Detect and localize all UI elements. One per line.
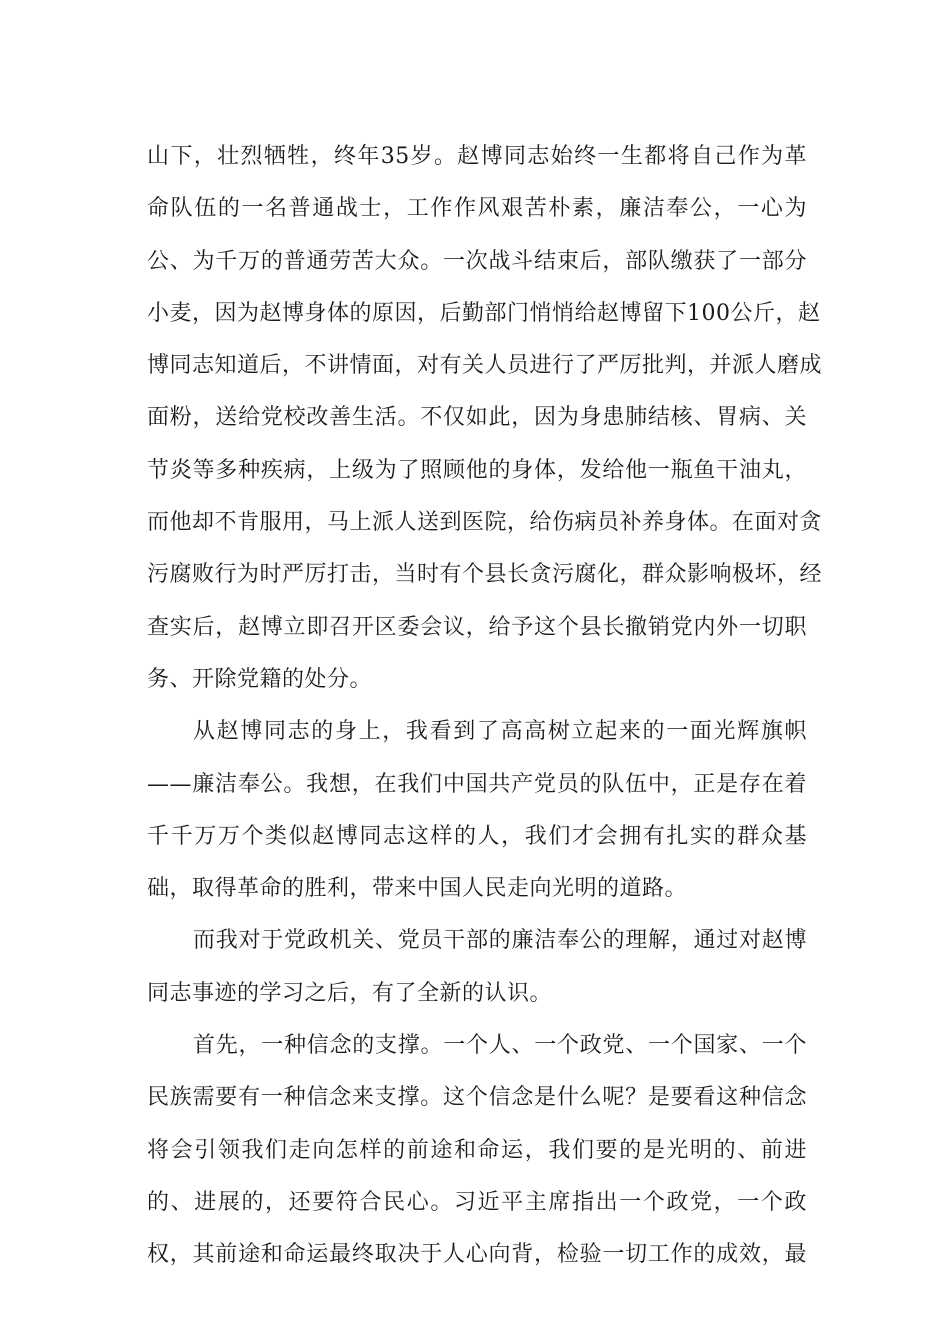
text-line: 查实后，赵博立即召开区委会议，给予这个县长撤销党内外一切职 [147,614,807,640]
text-line: 础，取得革命的胜利，带来中国人民走向光明的道路。 [147,876,688,902]
text-line: 山下，壮烈牺牲，终年35岁。赵博同志始终一生都将自己作为革 [147,144,807,169]
paragraph-first-line: 从赵博同志的身上，我看到了高高树立起来的一面光辉旗帜 [193,719,807,745]
text-line: 污腐败行为时严厉打击，当时有个县长贪污腐化，群众影响极坏，经 [147,562,823,588]
text-line: ——廉洁奉公。我想，在我们中国共产党员的队伍中，正是存在着 [147,771,807,797]
body-text [147,131,823,1282]
text-line: 将会引领我们走向怎样的前途和命运，我们要的是光明的、前进 [147,1137,807,1163]
text-line: 博同志知道后，不讲情面，对有关人员进行了严厉批判，并派人磨成 [147,353,823,379]
text-line: 权，其前途和命运最终取决于人心向背，检验一切工作的成效，最 [147,1242,807,1268]
text-line: 节炎等多种疾病，上级为了照顾他的身体，发给他一瓶鱼干油丸， [147,457,807,483]
text-line: 公、为千万的普通劳苦大众。一次战斗结束后，部队缴获了一部分 [147,248,807,274]
text-line: 务、开除党籍的处分。 [147,666,373,692]
text-line: 命队伍的一名普通战士，工作作风艰苦朴素，廉洁奉公，一心为 [147,196,807,222]
text-line: 民族需要有一种信念来支撑。这个信念是什么呢？是要看这种信念 [147,1085,807,1111]
paragraph-first-line: 而我对于党政机关、党员干部的廉洁奉公的理解，通过对赵博 [193,928,807,954]
text-line: 而他却不肯服用，马上派人送到医院，给伤病员补养身体。在面对贪 [147,510,823,536]
text-line: 的、进展的，还要符合民心。习近平主席指出一个政党，一个政 [147,1189,807,1215]
paragraph-first-line: 首先，一种信念的支撑。一个人、一个政党、一个国家、一个 [193,1033,807,1059]
text-line: 千千万万个类似赵博同志这样的人，我们才会拥有扎实的群众基 [147,823,807,849]
text-line: 面粉，送给党校改善生活。不仅如此，因为身患肺结核、胃病、关 [147,405,807,431]
text-line: 同志事迹的学习之后，有了全新的认识。 [147,980,553,1006]
text-line: 小麦，因为赵博身体的原因，后勤部门悄悄给赵博留下100公斤，赵 [147,300,821,326]
